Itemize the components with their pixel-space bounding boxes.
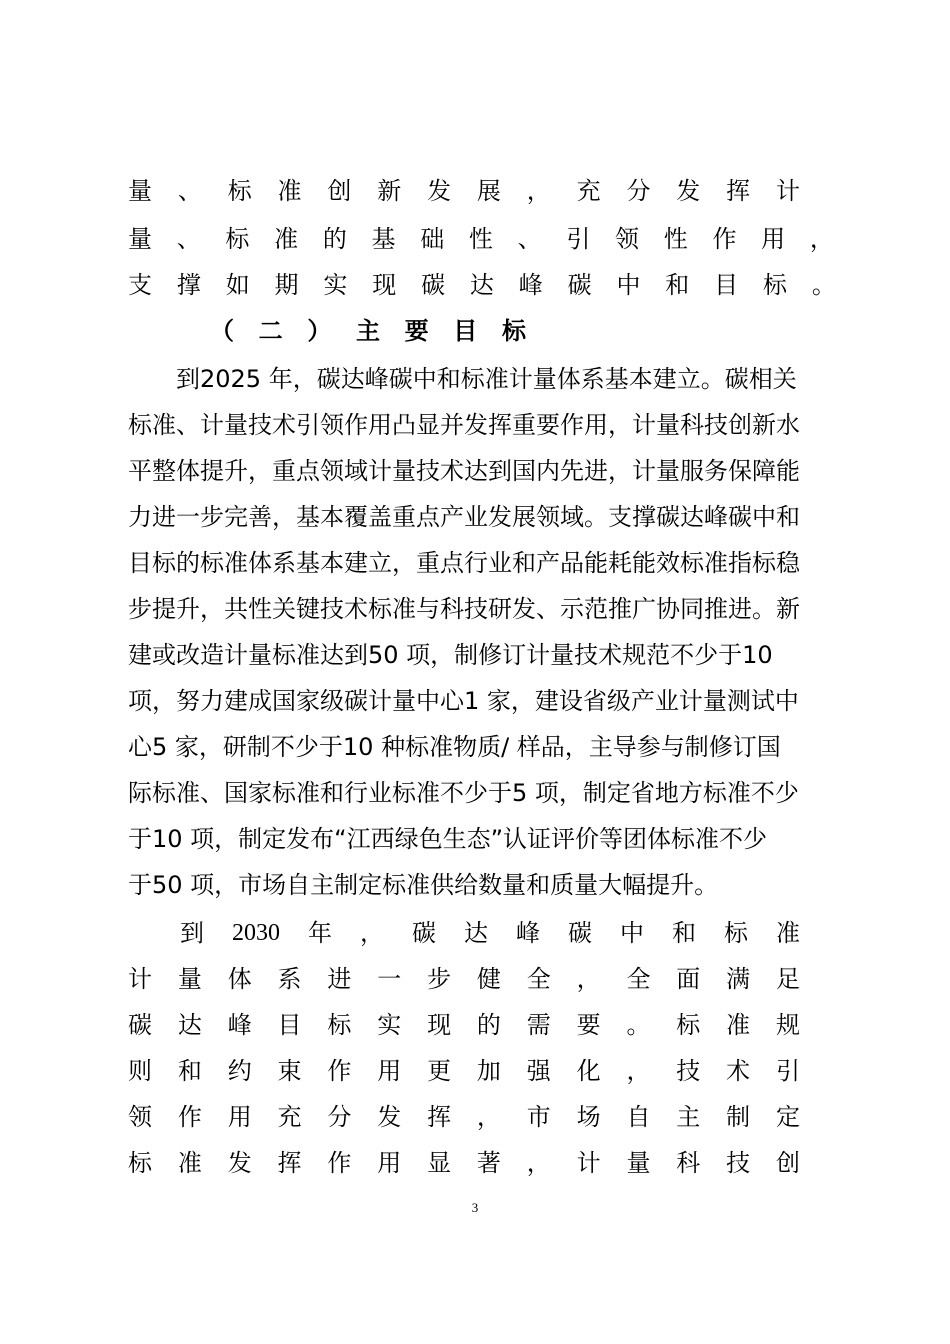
text-glyph: 量: [626, 1149, 651, 1177]
text-glyph: 领: [615, 225, 640, 253]
text-glyph: 约: [227, 1057, 252, 1085]
text-glyph: 标: [724, 919, 748, 947]
text-glyph: 二: [258, 317, 283, 345]
paragraph-2025-line-9: 心5 家，研制不少于10 种标准物质/ 样品，主导参与制修订国: [128, 733, 781, 761]
text-glyph: 新: [377, 177, 402, 205]
text-glyph: 计: [128, 965, 152, 993]
text-glyph: 目: [714, 271, 739, 299]
text-glyph: 目: [277, 1011, 302, 1039]
text-glyph: 标: [676, 1011, 701, 1039]
text-glyph: 要: [404, 317, 429, 345]
text-glyph: 技: [676, 1057, 701, 1085]
text-glyph: 分: [626, 177, 651, 205]
text-glyph: 显: [427, 1149, 452, 1177]
text-glyph: 用: [377, 1149, 402, 1177]
text-glyph: 。: [626, 1011, 651, 1039]
text-glyph: 达: [464, 919, 488, 947]
text-glyph: 发: [676, 177, 701, 205]
text-glyph: 峰: [227, 1011, 252, 1039]
text-glyph: 创: [327, 177, 352, 205]
paragraph-2025-line-10: 际标准、国家标准和行业标准不少于5 项，制定省地方标准不少: [128, 779, 799, 807]
text-glyph: 支: [128, 271, 152, 299]
text-glyph: 、: [517, 225, 542, 253]
text-glyph: 峰: [516, 919, 540, 947]
text-glyph: ，: [526, 177, 551, 205]
text-glyph: 的: [322, 225, 347, 253]
text-glyph: 标: [327, 1011, 352, 1039]
text-glyph: 现: [427, 1011, 452, 1039]
text-glyph: 、: [176, 225, 201, 253]
text-glyph: 要: [576, 1011, 601, 1039]
text-glyph: 作: [327, 1057, 352, 1085]
text-glyph: 发: [427, 177, 452, 205]
text-glyph: 性: [468, 225, 493, 253]
text-glyph: 量: [128, 225, 152, 253]
text-glyph: 用: [377, 1057, 402, 1085]
text-glyph: 主: [676, 1103, 701, 1131]
text-glyph: 的: [476, 1011, 501, 1039]
continued-line-2: [128, 224, 834, 254]
text-glyph: 发: [377, 1103, 402, 1131]
text-glyph: 计: [775, 177, 800, 205]
text-glyph: 术: [726, 1057, 751, 1085]
text-glyph: 碳: [567, 271, 592, 299]
text-glyph: 加: [476, 1057, 501, 1085]
text-glyph: 和: [672, 919, 696, 947]
text-glyph: 目: [453, 317, 478, 345]
text-glyph: 主: [355, 317, 380, 345]
continued-line-1: [128, 176, 800, 206]
text-glyph: 达: [469, 271, 494, 299]
text-glyph: 准: [274, 225, 299, 253]
text-glyph: 标: [501, 317, 526, 345]
text-glyph: 著: [476, 1149, 501, 1177]
paragraph-2025-line-2: 标准、计量技术引领作用凸显并发挥重要作用，计量科技创新水: [128, 411, 800, 439]
paragraph-2030-line-1: [128, 918, 800, 948]
text-glyph: ，: [476, 1103, 501, 1131]
paragraph-2025-line-11: 于10 项，制定发布“江西绿色生态”认证评价等团体标准不少: [128, 825, 768, 853]
text-glyph: 到: [180, 919, 204, 947]
text-glyph: ，: [576, 965, 601, 993]
text-glyph: 中: [616, 271, 641, 299]
text-glyph: 量: [128, 177, 152, 205]
text-glyph: 现: [372, 271, 397, 299]
paragraph-2025-line-8: 项，努力建成国家级碳计量中心1 家，建设省级产业计量测试中: [128, 687, 799, 715]
paragraph-2025-line-6: 步提升，共性关键技术标准与科技研发、示范推广协同推进。新: [128, 595, 800, 623]
text-glyph: 期: [274, 271, 299, 299]
text-glyph: 分: [327, 1103, 352, 1131]
text-glyph: 引: [566, 225, 591, 253]
text-glyph: 作: [177, 1103, 202, 1131]
text-glyph: 束: [277, 1057, 302, 1085]
text-glyph: 强: [526, 1057, 551, 1085]
paragraph-2025-line-12: 于50 项，市场自主制定标准供给数量和质量大幅提升。: [128, 871, 719, 899]
text-glyph: 年: [308, 919, 332, 947]
text-glyph: 峰: [518, 271, 543, 299]
text-glyph: 引: [775, 1057, 800, 1085]
text-glyph: 准: [177, 1149, 202, 1177]
text-glyph: 挥: [427, 1103, 452, 1131]
text-glyph: 准: [776, 919, 800, 947]
text-glyph: 础: [420, 225, 445, 253]
text-glyph: 科: [676, 1149, 701, 1177]
paragraph-2030-line-6: [128, 1148, 800, 1178]
text-glyph: 作: [327, 1149, 352, 1177]
text-glyph: 碳: [568, 919, 592, 947]
text-glyph: 进: [327, 965, 352, 993]
page-number: 3: [471, 1200, 479, 1215]
text-glyph: 用: [761, 225, 786, 253]
text-glyph: 和: [665, 271, 690, 299]
text-glyph: 面: [676, 965, 701, 993]
text-glyph: 自: [626, 1103, 651, 1131]
text-glyph: 和: [177, 1057, 202, 1085]
paragraph-2030-line-4: [128, 1056, 800, 1086]
text-glyph: 一: [377, 965, 402, 993]
text-glyph: 性: [663, 225, 688, 253]
text-glyph: 健: [476, 965, 501, 993]
text-glyph: 展: [476, 177, 501, 205]
paragraph-2030-line-5: [128, 1102, 800, 1132]
text-glyph: ，: [526, 1149, 551, 1177]
text-glyph: 准: [277, 177, 302, 205]
text-glyph: ）: [307, 317, 332, 345]
text-glyph: 中: [620, 919, 644, 947]
text-glyph: [128, 918, 152, 948]
text-glyph: 领: [128, 1103, 152, 1131]
text-glyph: 撑: [176, 271, 201, 299]
text-glyph: 全: [626, 965, 651, 993]
text-glyph: 场: [576, 1103, 601, 1131]
text-glyph: 准: [726, 1011, 751, 1039]
text-glyph: ，: [626, 1057, 651, 1085]
text-glyph: 作: [712, 225, 737, 253]
text-glyph: 制: [726, 1103, 751, 1131]
text-glyph: 规: [775, 1011, 800, 1039]
text-glyph: 标: [227, 177, 252, 205]
text-glyph: 足: [775, 965, 800, 993]
text-glyph: 需: [526, 1011, 551, 1039]
text-glyph: 满: [726, 965, 751, 993]
text-glyph: 创: [775, 1149, 800, 1177]
text-glyph: 量: [177, 965, 202, 993]
text-glyph: 实: [377, 1011, 402, 1039]
text-glyph: ，: [360, 919, 384, 947]
paragraph-2030-line-2: [128, 964, 800, 994]
paragraph-2030-line-3: [128, 1010, 800, 1040]
text-glyph: 则: [128, 1057, 152, 1085]
text-glyph: 。: [811, 271, 836, 299]
text-glyph: 计: [576, 1149, 601, 1177]
text-glyph: 定: [775, 1103, 800, 1131]
paragraph-2025-line-3: 平整体提升，重点领域计量技术达到国内先进，计量服务保障能: [128, 457, 800, 485]
text-glyph: 标: [225, 225, 250, 253]
text-glyph: 体: [227, 965, 252, 993]
text-glyph: 更: [427, 1057, 452, 1085]
text-glyph: 化: [576, 1057, 601, 1085]
text-glyph: 技: [726, 1149, 751, 1177]
paragraph-2025-line-1: 到2025 年，碳达峰碳中和标准计量体系基本建立。碳相关: [176, 365, 797, 393]
text-glyph: 系: [277, 965, 302, 993]
continued-line-3: [128, 270, 836, 300]
text-glyph: 标: [128, 1149, 152, 1177]
text-glyph: （: [210, 317, 234, 345]
text-glyph: ，: [809, 225, 834, 253]
text-glyph: 步: [427, 965, 452, 993]
text-glyph: 发: [227, 1149, 252, 1177]
text-glyph: 如: [225, 271, 250, 299]
text-glyph: 碳: [421, 271, 446, 299]
text-glyph: 用: [227, 1103, 252, 1131]
text-glyph: 市: [526, 1103, 551, 1131]
text-glyph: 、: [177, 177, 202, 205]
text-glyph: 基: [371, 225, 396, 253]
text-glyph: 充: [576, 177, 601, 205]
text-glyph: 挥: [726, 177, 751, 205]
paragraph-2025-line-7: 建或改造计量标准达到50 项，制修订计量技术规范不少于10: [128, 641, 773, 669]
text-glyph: 全: [526, 965, 551, 993]
paragraph-2025-line-4: 力进一步完善，基本覆盖重点产业发展领域。支撑碳达峰碳中和: [128, 503, 800, 531]
text-glyph: 实: [323, 271, 348, 299]
text-glyph: 碳: [128, 1011, 152, 1039]
text-glyph: 达: [177, 1011, 202, 1039]
text-glyph: 充: [277, 1103, 302, 1131]
text-glyph: 标: [762, 271, 787, 299]
paragraph-2025-line-5: 目标的标准体系基本建立，重点行业和产品能耗能效标准指标稳: [128, 549, 800, 577]
text-glyph: 挥: [277, 1149, 302, 1177]
text-glyph: 碳: [412, 919, 436, 947]
section-heading: [210, 316, 526, 346]
text-glyph: 2030: [232, 920, 280, 946]
